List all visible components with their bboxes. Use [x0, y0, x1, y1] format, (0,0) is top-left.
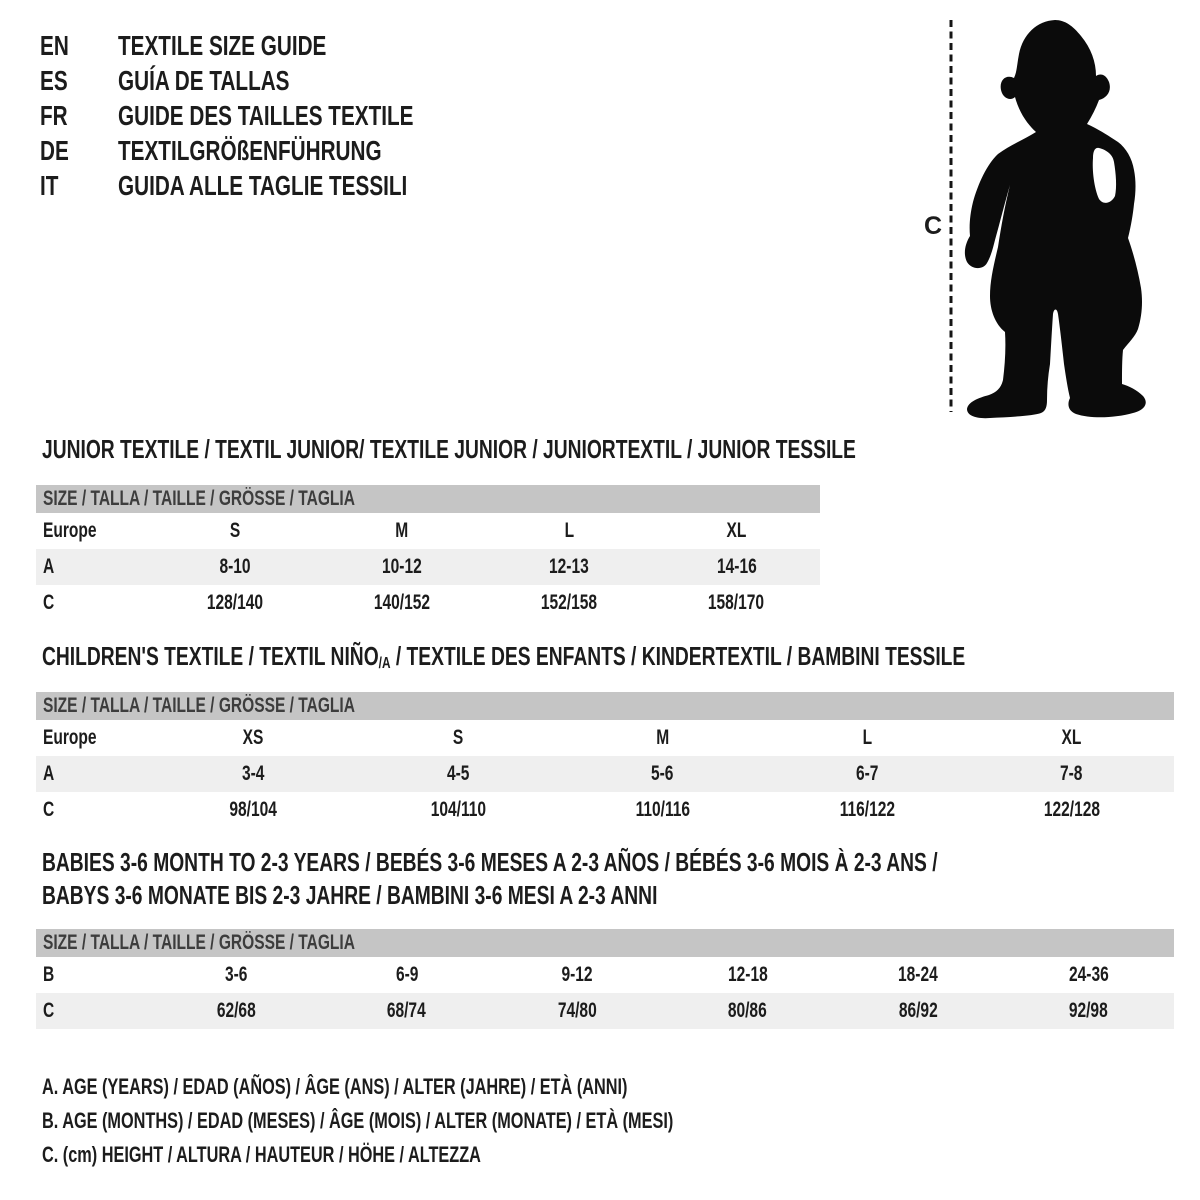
- table-row: [36, 585, 820, 621]
- table-cell: 68/74: [387, 999, 427, 1022]
- legend-height-cm: C. (cm) HEIGHT / ALTURA / HAUTEUR / HÖHE / ALTEZZA: [42, 1142, 481, 1167]
- table-cell: 5-6: [651, 762, 674, 785]
- nino-a-subscript: /A: [378, 655, 391, 672]
- table-cell: 6-9: [395, 963, 418, 986]
- guide-title: TEXTILE SIZE GUIDE: [118, 29, 327, 61]
- row-label: C: [43, 798, 55, 821]
- size-header-bar: [36, 692, 1174, 720]
- language-code: IT: [40, 169, 59, 201]
- row-label: C: [43, 999, 55, 1022]
- table-cell: 104/110: [430, 798, 486, 821]
- language-code: ES: [40, 64, 68, 96]
- table-cell: L: [564, 519, 574, 542]
- guide-title: TEXTILGRÖßENFÜHRUNG: [118, 134, 382, 166]
- babies-size-table: [36, 929, 1174, 1029]
- table-row: [36, 513, 820, 549]
- table-cell: 3-4: [242, 762, 265, 785]
- junior-size-table: [36, 485, 820, 621]
- legend-age-months: B. AGE (MONTHS) / EDAD (MESES) / ÂGE (MOIS) / ALTER (MONATE) / ETÀ (MESI): [42, 1108, 674, 1133]
- table-cell: 92/98: [1069, 999, 1109, 1022]
- table-cell: L: [862, 726, 872, 749]
- size-header-bar: [36, 485, 820, 513]
- table-cell: 128/140: [206, 591, 263, 614]
- baby-height-figure: [915, 12, 1165, 422]
- language-code: DE: [40, 134, 69, 166]
- table-cell: 80/86: [728, 999, 768, 1022]
- guide-title: GUIDA ALLE TAGLIE TESSILI: [118, 169, 408, 201]
- size-header-label: SIZE / TALLA / TAILLE / GRÖSSE / TAGLIA: [43, 931, 355, 954]
- table-cell: 12-13: [549, 555, 590, 578]
- children-section-title: CHILDREN'S TEXTILE / TEXTIL NIÑO/A / TEXTILE DES ENFANTS / KINDERTEXTIL / BAMBINI TESSILE: [42, 641, 966, 672]
- table-row: [36, 549, 820, 585]
- table-cell: 10-12: [381, 555, 422, 578]
- row-label: A: [43, 762, 55, 785]
- row-label: B: [43, 963, 55, 986]
- language-row: [40, 168, 517, 203]
- size-header-label: SIZE / TALLA / TAILLE / GRÖSSE / TAGLIA: [43, 487, 355, 510]
- table-cell: 9-12: [561, 963, 593, 986]
- table-cell: 158/170: [708, 591, 765, 614]
- row-label: C: [43, 591, 55, 614]
- table-row: [36, 792, 1174, 828]
- table-cell: S: [452, 726, 464, 749]
- table-cell: 24-36: [1068, 963, 1109, 986]
- table-cell: XL: [726, 519, 747, 542]
- junior-section-title: JUNIOR TEXTILE / TEXTIL JUNIOR/ TEXTILE JUNIOR / JUNIORTEXTIL / JUNIOR TESSILE: [42, 434, 856, 464]
- babies-section-title-line2: BABYS 3-6 MONATE BIS 2-3 JAHRE / BAMBINI 3-6 MESI A 2-3 ANNI: [42, 880, 658, 910]
- baby-silhouette-graphic: [915, 12, 1165, 422]
- language-row: [40, 98, 517, 133]
- size-header-label: SIZE / TALLA / TAILLE / GRÖSSE / TAGLIA: [43, 694, 355, 717]
- language-row: [40, 63, 517, 98]
- table-cell: S: [229, 519, 240, 542]
- table-cell: 14-16: [716, 555, 757, 578]
- table-cell: 152/158: [541, 591, 598, 614]
- children-size-table: [36, 692, 1174, 828]
- table-cell: 3-6: [225, 963, 248, 986]
- table-cell: M: [395, 519, 409, 542]
- table-cell: XL: [1061, 726, 1082, 749]
- table-cell: 18-24: [898, 963, 939, 986]
- table-cell: 140/152: [373, 591, 430, 614]
- table-cell: M: [656, 726, 669, 749]
- row-label: Europe: [43, 519, 97, 542]
- guide-title: GUÍA DE TALLAS: [118, 64, 290, 96]
- table-cell: 116/122: [839, 798, 895, 821]
- table-cell: 7-8: [1060, 762, 1083, 785]
- language-code: FR: [40, 99, 68, 131]
- language-row: [40, 133, 517, 168]
- babies-section-title-line1: BABIES 3-6 MONTH TO 2-3 YEARS / BEBÉS 3-6 MESES A 2-3 AÑOS / BÉBÉS 3-6 MOIS À 2-3 ANS /: [42, 847, 938, 877]
- table-row: [36, 957, 1174, 993]
- language-code: EN: [40, 29, 69, 61]
- table-row: [36, 720, 1174, 756]
- table-cell: 98/104: [229, 798, 278, 821]
- baby-silhouette: [965, 20, 1146, 418]
- table-cell: 12-18: [727, 963, 768, 986]
- table-cell: XS: [242, 726, 264, 749]
- guide-title: GUIDE DES TAILLES TEXTILE: [118, 99, 414, 131]
- table-row: [36, 756, 1174, 792]
- table-row: [36, 993, 1174, 1029]
- row-label: Europe: [43, 726, 97, 749]
- table-cell: 6-7: [855, 762, 879, 785]
- table-cell: 62/68: [216, 999, 256, 1022]
- table-cell: 74/80: [557, 999, 597, 1022]
- row-label: A: [43, 555, 55, 578]
- height-measure-label: C: [923, 212, 943, 240]
- language-title-list: [40, 28, 517, 203]
- table-cell: 110/116: [635, 798, 690, 821]
- legend-age-years: A. AGE (YEARS) / EDAD (AÑOS) / ÂGE (ANS) / ALTER (JAHRE) / ETÀ (ANNI): [42, 1074, 628, 1099]
- language-row: [40, 28, 517, 63]
- table-cell: 4-5: [446, 762, 470, 785]
- table-cell: 8-10: [219, 555, 251, 578]
- table-cell: 86/92: [898, 999, 938, 1022]
- size-header-bar: [36, 929, 1174, 957]
- table-cell: 122/128: [1043, 798, 1100, 821]
